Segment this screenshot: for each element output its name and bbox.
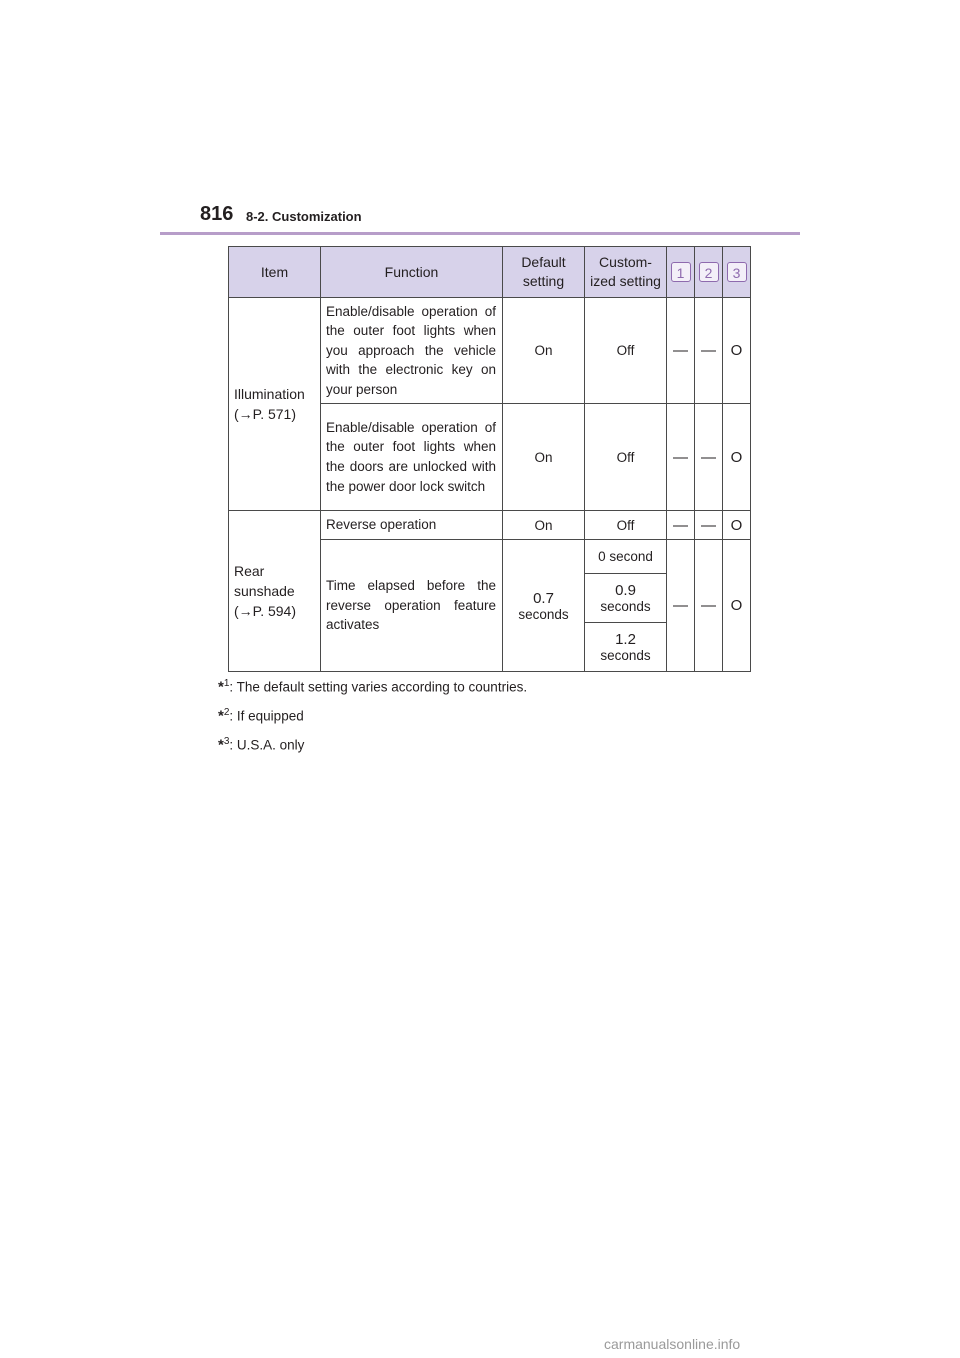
custom-value: 1.2 bbox=[615, 631, 636, 648]
custom-cell bbox=[585, 623, 667, 672]
custom-value: 0.9 bbox=[615, 582, 636, 599]
function-cell: Time elapsed before the reverse operation feature activates bbox=[321, 540, 503, 672]
mark-cell-3: O bbox=[723, 298, 751, 404]
header-col-3 bbox=[723, 247, 751, 298]
mark-cell-3: O bbox=[723, 540, 751, 672]
function-cell: Reverse operation bbox=[321, 511, 503, 540]
mark-cell-1: — bbox=[667, 540, 695, 672]
default-cell: On bbox=[503, 298, 585, 404]
mark-cell-2: — bbox=[695, 298, 723, 404]
footnote-number: 2 bbox=[223, 707, 230, 718]
header-item: Item bbox=[229, 247, 321, 298]
function-cell: Enable/disable operation of the outer foot lights when you approach the vehicle with the electronic key on your person bbox=[321, 298, 503, 404]
mark-cell-1: — bbox=[667, 404, 695, 511]
function-cell: Enable/disable operation of the outer foot lights when the doors are unlocked with the power door lock switch bbox=[321, 404, 503, 511]
custom-cell: Off bbox=[585, 298, 667, 404]
custom-unit: seconds bbox=[600, 648, 651, 663]
mark-cell-2: — bbox=[695, 404, 723, 511]
mark-cell-3: O bbox=[723, 404, 751, 511]
page-number: 816 bbox=[200, 203, 234, 225]
footnote-mark: * bbox=[218, 678, 224, 696]
custom-cell bbox=[585, 574, 667, 623]
section-title: 8-2. Customization bbox=[246, 209, 362, 224]
footnote-3 bbox=[218, 736, 304, 754]
item-illumination-ref: (→P. 571) bbox=[234, 406, 296, 422]
header-col-2 bbox=[695, 247, 723, 298]
footnote-1 bbox=[218, 678, 527, 696]
item-rear-sunshade bbox=[229, 511, 321, 672]
mark-cell-2: — bbox=[695, 540, 723, 672]
mark-cell-1: — bbox=[667, 511, 695, 540]
footnote-3-badge: 3 bbox=[727, 262, 747, 282]
footnote-number: 3 bbox=[223, 736, 230, 747]
footnote-text: : The default setting varies according to countries. bbox=[229, 679, 528, 695]
table-row bbox=[229, 511, 751, 540]
footnote-number: 1 bbox=[223, 678, 230, 689]
header-custom-label: Custom-ized setting bbox=[590, 254, 661, 289]
footnote-2 bbox=[218, 707, 304, 725]
default-cell bbox=[503, 540, 585, 672]
footnote-text: : U.S.A. only bbox=[229, 737, 305, 753]
customization-table bbox=[228, 246, 751, 672]
header-customized-setting bbox=[585, 247, 667, 298]
header-default-label: Default setting bbox=[521, 254, 566, 289]
item-illumination-label: Illumination bbox=[234, 385, 305, 402]
mark-cell-2: — bbox=[695, 511, 723, 540]
custom-cell: 0 second bbox=[585, 540, 667, 574]
default-unit: seconds bbox=[518, 606, 569, 622]
header-divider bbox=[160, 232, 800, 235]
mark-cell-3: O bbox=[723, 511, 751, 540]
footnote-mark: * bbox=[218, 736, 224, 754]
default-cell: On bbox=[503, 404, 585, 511]
footnote-mark: * bbox=[218, 707, 224, 725]
custom-cell: Off bbox=[585, 511, 667, 540]
mark-cell-1: — bbox=[667, 298, 695, 404]
header-function: Function bbox=[321, 247, 503, 298]
header-col-1 bbox=[667, 247, 695, 298]
footnote-2-badge: 2 bbox=[699, 262, 719, 282]
custom-unit: seconds bbox=[600, 599, 651, 614]
item-sunshade-label: Rear sunshade bbox=[234, 562, 295, 599]
table-header-row bbox=[229, 247, 751, 298]
footnote-text: : If equipped bbox=[229, 708, 304, 724]
item-illumination bbox=[229, 298, 321, 511]
custom-cell: Off bbox=[585, 404, 667, 511]
table-row bbox=[229, 298, 751, 404]
footnote-1-badge: 1 bbox=[671, 262, 691, 282]
default-value: 0.7 bbox=[533, 589, 554, 607]
header-default-setting bbox=[503, 247, 585, 298]
watermark-text: carmanualsonline.info bbox=[604, 1336, 741, 1352]
item-sunshade-ref: (→P. 594) bbox=[234, 603, 296, 620]
default-cell: On bbox=[503, 511, 585, 540]
